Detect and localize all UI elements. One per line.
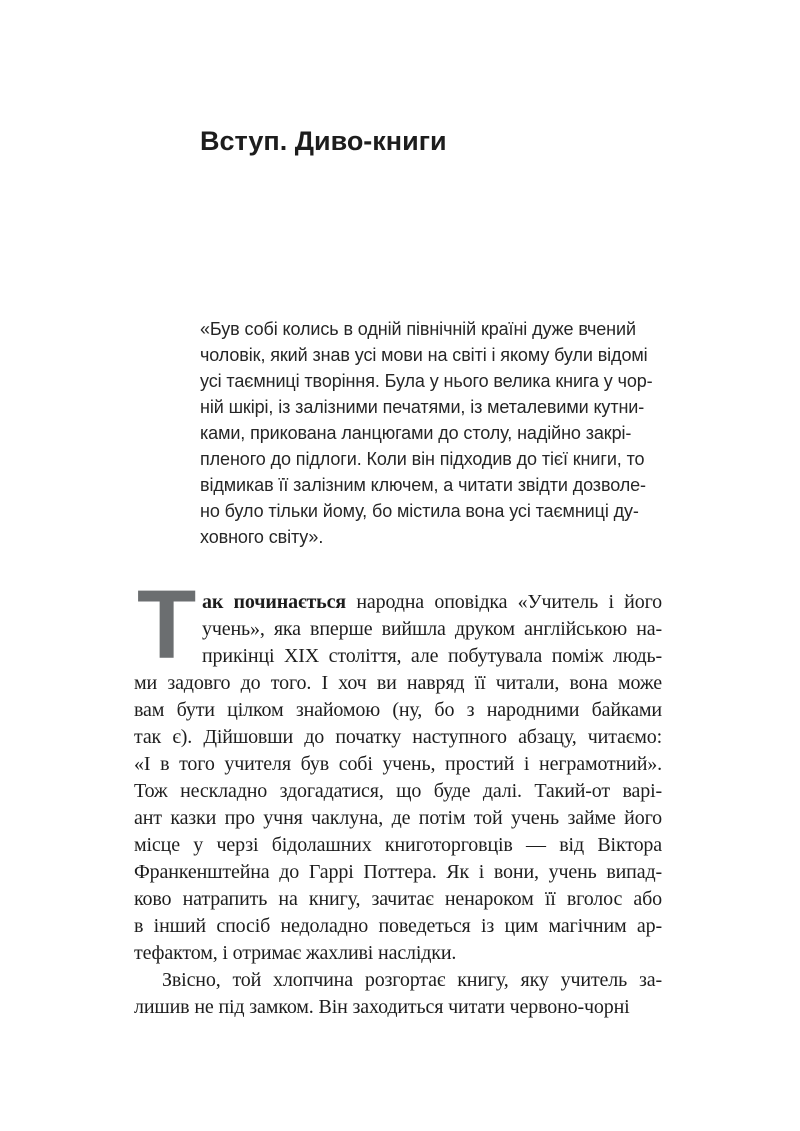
epigraph-line: «Був собі колись в одній північній країні дуже вчений (200, 319, 636, 339)
body-line: Франкенштейна до Гаррі Поттера. Як і вони, учень випад- (134, 861, 662, 883)
body-line-first-rest: народна оповідка «Учитель і його (345, 591, 662, 613)
epigraph-line: пленого до підлоги. Коли він підходив до тієї книги, то (200, 449, 645, 469)
epigraph-line: ній шкірі, із залізними печатями, із металевими кутни- (200, 397, 645, 417)
body-line: ми задовго до того. І хоч ви навряд її читали, вона може (134, 672, 662, 694)
body-line: ант казки про учня чаклуна, де потім той учень займе його (134, 807, 662, 829)
bold-lead-in: ак починається (202, 591, 346, 613)
epigraph-line: відмикав її залізним ключем, а читати звідти дозволе- (200, 475, 646, 495)
body-line: учень», яка вперше вийшла друком англійською на- (202, 618, 662, 640)
body-line: прикінці XIX століття, але побутувала поміж людь- (202, 645, 662, 667)
epigraph-line: ховного світу». (200, 527, 324, 547)
body-line: в інший спосіб недоладно поведеться із цим магічним ар- (134, 915, 662, 937)
body-line-paragraph2-start: Звісно, той хлопчина розгортає книгу, яку учитель за- (162, 969, 662, 991)
chapter-title: Вступ. Диво-книги (200, 126, 447, 157)
epigraph-line: ками, прикована ланцюгами до столу, надійно закрі- (200, 423, 632, 443)
body-text (134, 570, 662, 1021)
body-line: місце у черзі бідолашних книготорговців — від Віктора (134, 834, 662, 856)
epigraph-line: усі таємниці творіння. Була у нього велика книга у чор- (200, 371, 653, 391)
body-line: Тож нескладно здогадатися, що буде далі. Такий-от варі- (134, 780, 662, 802)
body-line-first (202, 589, 662, 616)
body-line: так є). Дійшовши до початку наступного абзацу, читаємо: (134, 726, 662, 748)
body-line-paragraph-end: тефактом, і отримає жахливі наслідки. (134, 942, 457, 964)
body-line: «І в того учителя був собі учень, простий і неграмотний». (134, 753, 662, 775)
body-lines-beside-dropcap (134, 616, 662, 670)
body-lines-full-width (134, 670, 662, 940)
body-line: ково натрапить на книгу, зачитає ненароком її вголос або (134, 888, 662, 910)
body-line: вам бути цілком знайомою (ну, бо з народними байками (134, 699, 662, 721)
epigraph-line: но було тільки йому, бо містила вона усі таємниці ду- (200, 501, 639, 521)
epigraph-line: чоловік, який знав усі мови на світі і якому були відомі (200, 345, 648, 365)
drop-cap-letter: Т (137, 570, 197, 679)
epigraph-block (200, 316, 665, 550)
drop-cap (137, 570, 197, 679)
body-line-last: лишив не під замком. Він заходиться читати червоно-чорні (134, 996, 630, 1018)
